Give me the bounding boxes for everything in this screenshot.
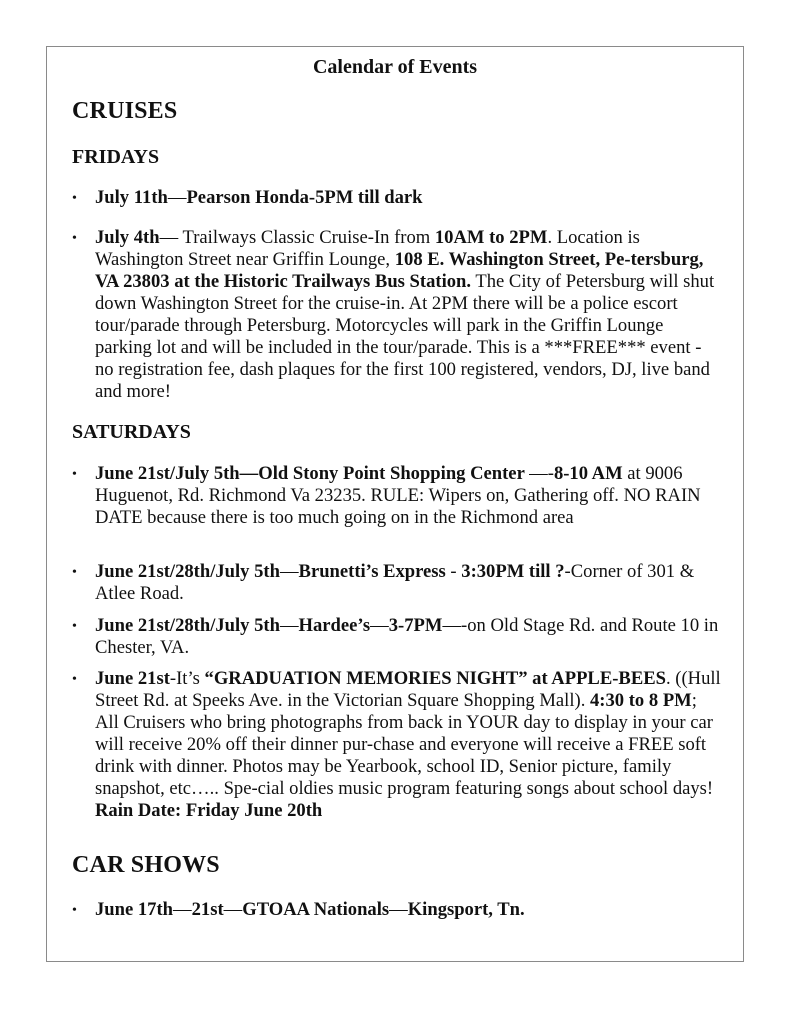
bullet-icon: •	[72, 619, 77, 634]
list-item: July 4th— Trailways Classic Cruise-In from 10AM to 2PM. Location is Washington Street near Griffin Lounge, 108 E. Washington Street, Pe-tersburg, VA 23803 at the Historic Trailways Bus Station. The City of Petersburg will shut down Washington Street for the cruise-in. At 2PM there will be a police escort tour/parade through Petersburg. Motorcycles will park in the Griffin Lounge parking lot and will be included in the tour/parade. This is a ***FREE*** event - no registration fee, dash plaques for the first 100 registered, vendors, DJ, live band and more!	[95, 227, 715, 402]
list-item: June 21st-It’s “GRADUATION MEMORIES NIGHT” at APPLE-BEES. ((Hull Street Rd. at Speeks Ave. in the Victorian Square Shopping Mall). 4:30 to 8 PM; All Cruisers who bring photographs from back in YOUR day to display in your car will receive 20% off their dinner pur-chase and everyone will receive a FREE soft drink with dinner. Photos may be Yearbook, school ID, Senior picture, family snapshot, etc….. Spe-cial oldies music program featuring songs about school days! Rain Date: Friday June 20th	[95, 668, 721, 821]
page-title: Calendar of Events	[312, 56, 478, 78]
bullet-icon: •	[72, 231, 77, 246]
list-item: June 17th—21st—GTOAA Nationals—Kingsport, Tn.	[95, 899, 525, 920]
section-heading-cruises: CRUISES	[72, 98, 178, 124]
section-heading-car-shows: CAR SHOWS	[72, 852, 220, 878]
list-item: July 11th—Pearson Honda-5PM till dark	[95, 187, 423, 208]
bullet-icon: •	[72, 672, 77, 687]
bullet-icon: •	[72, 191, 77, 206]
list-item: June 21st/28th/July 5th—Brunetti’s Express - 3:30PM till ?-Corner of 301 & Atlee Road.	[95, 561, 695, 604]
bullet-icon: •	[72, 903, 77, 918]
subheading-fridays: FRIDAYS	[72, 146, 160, 168]
list-item: June 21st/July 5th—Old Stony Point Shopping Center —-8-10 AM at 9006 Huguenot, Rd. Richmond Va 23235. RULE: Wipers on, Gathering off. NO RAIN DATE because there is too much going on in the Richmond area	[95, 463, 701, 528]
subheading-saturdays: SATURDAYS	[72, 421, 191, 443]
list-item: June 21st/28th/July 5th—Hardee’s—3-7PM—-on Old Stage Rd. and Route 10 in Chester, VA.	[95, 615, 719, 658]
bullet-icon: •	[72, 467, 77, 482]
bullet-icon: •	[72, 565, 77, 580]
